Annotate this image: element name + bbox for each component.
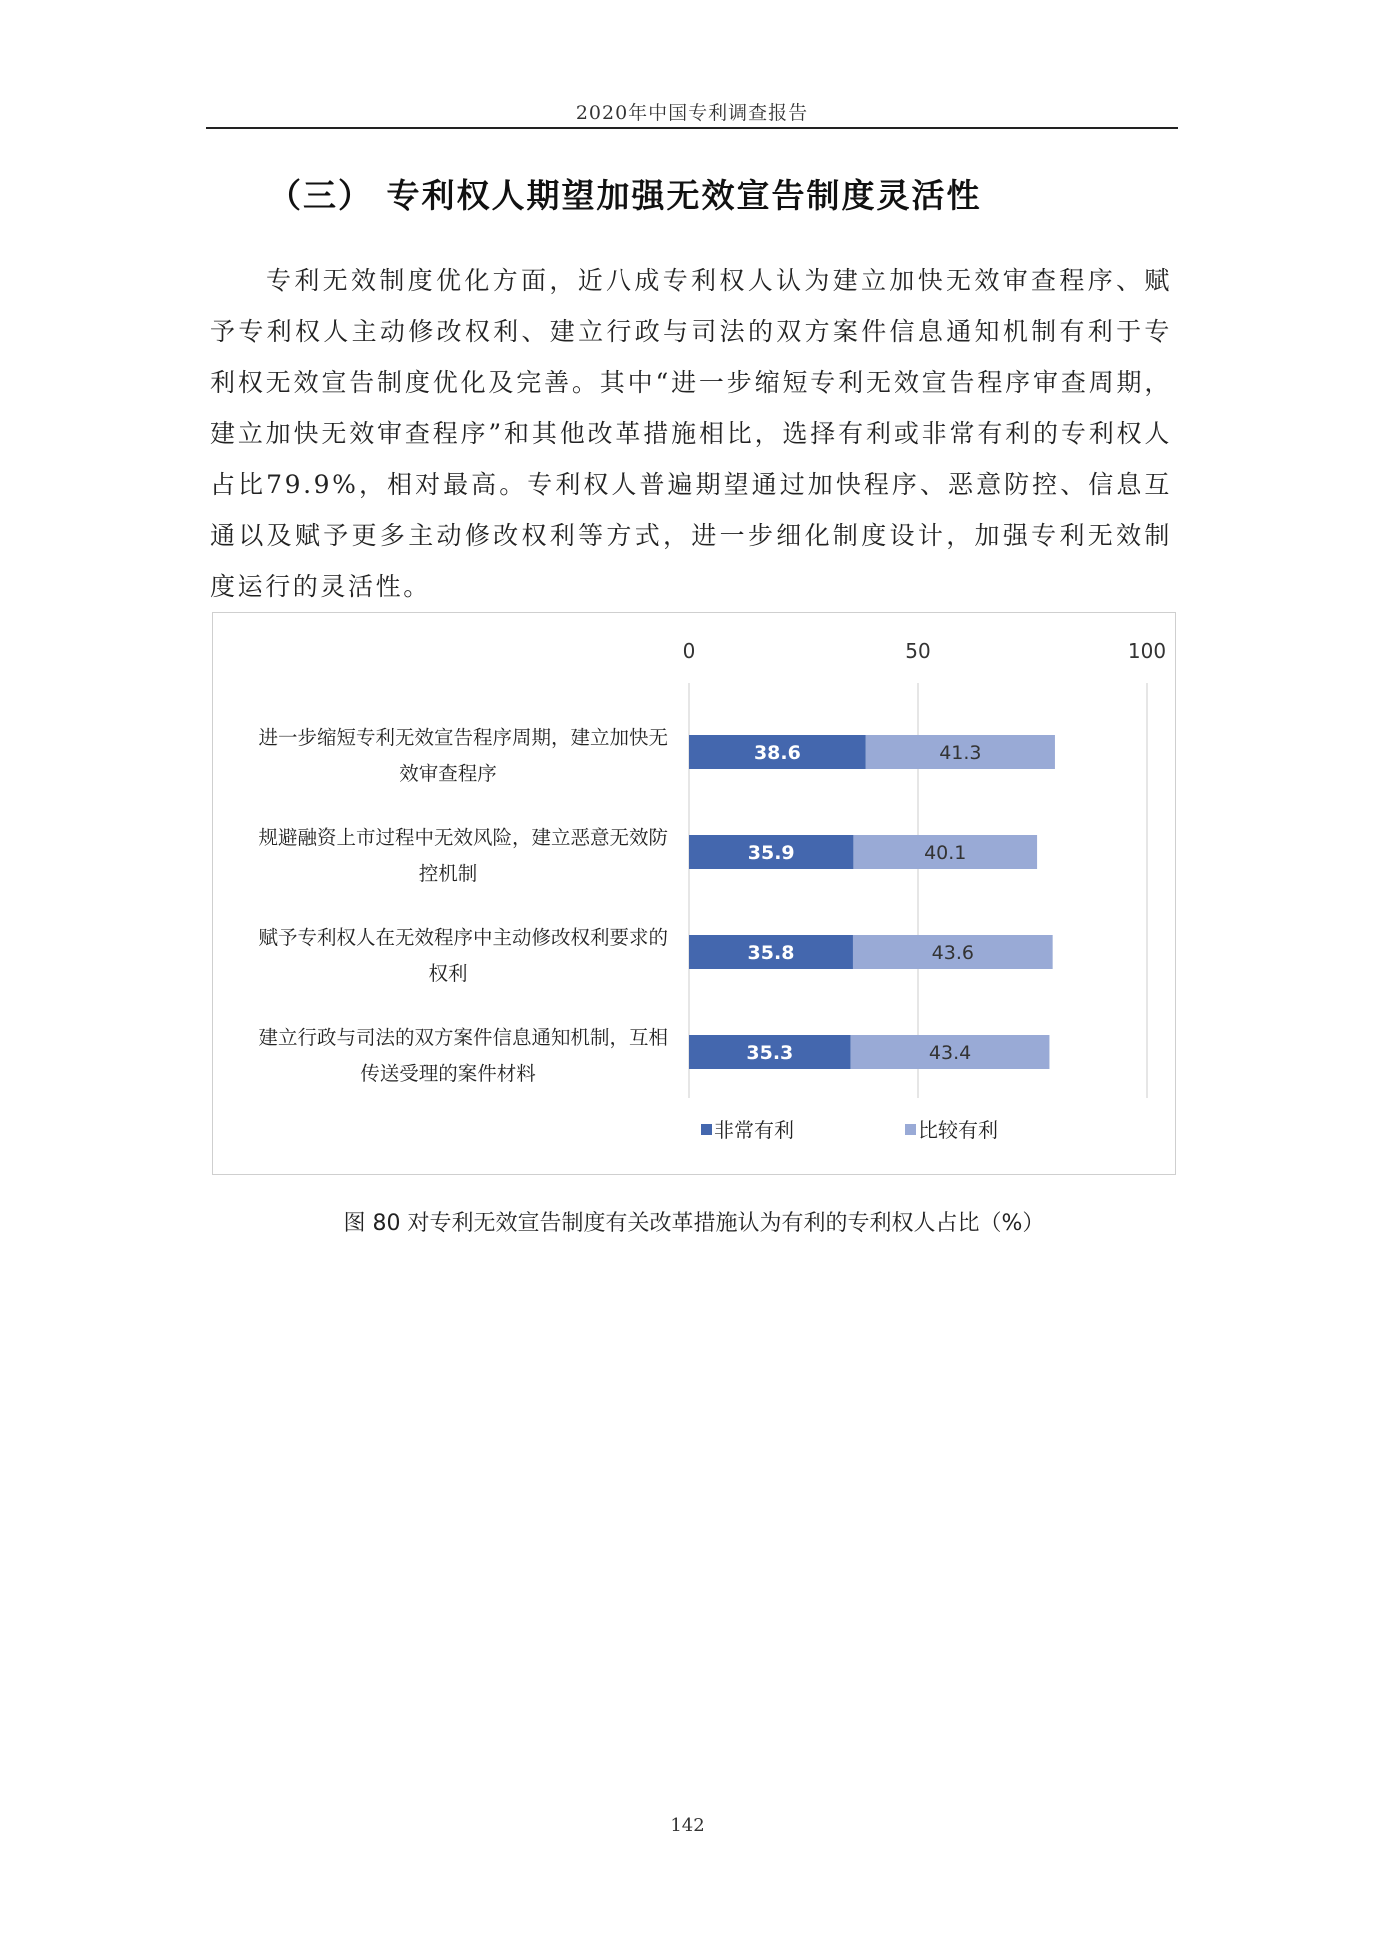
section-title: （三） 专利权人期望加强无效宣告制度灵活性 — [268, 176, 982, 215]
data-label: 35.8 — [747, 942, 795, 964]
chart-frame — [212, 612, 1176, 1175]
category-label-continued: 控机制 — [418, 862, 478, 885]
category-label-continued: 权利 — [428, 962, 468, 985]
x-tick-label: 0 — [682, 639, 696, 663]
category-label-continued: 传送受理的案件材料 — [360, 1062, 536, 1085]
legend-label: 非常有利 — [714, 1118, 794, 1142]
page-number: 142 — [670, 1815, 705, 1836]
header-rule — [206, 127, 1178, 129]
legend-swatch — [701, 1124, 712, 1135]
stacked-bar-chart — [213, 613, 1175, 1174]
category-label: 进一步缩短专利无效宣告程序周期，建立加快无 — [258, 726, 668, 749]
category-label: 建立行政与司法的双方案件信息通知机制，互相 — [258, 1026, 668, 1049]
category-label-continued: 效审查程序 — [399, 762, 497, 785]
data-label: 43.6 — [931, 942, 974, 964]
data-label: 35.9 — [747, 842, 795, 864]
body-paragraph: 专利无效制度优化方面，近八成专利权人认为建立加快无效审查程序、赋予专利权人主动修改权利、建立行政与司法的双方案件信息通知机制有利于专利权无效宣告制度优化及完善。其中“进一步缩短专利无效宣告程序审查周期，建立加快无效审查程序”和其他改革措施相比，选择有利或非常有利的专利权人占比79.9%，相对最高。专利权人普遍期望通过加快程序、恶意防控、信息互通以及赋予更多主动修改权利等方式，进一步细化制度设计，加强专利无效制度运行的灵活性。 — [210, 266, 1172, 601]
x-tick-label: 50 — [905, 639, 931, 663]
running-header: 2020年中国专利调查报告 — [575, 102, 809, 124]
category-label: 赋予专利权人在无效程序中主动修改权利要求的 — [258, 926, 668, 949]
figure-caption: 图 80 对专利无效宣告制度有关改革措施认为有利的专利权人占比（%） — [343, 1211, 1045, 1236]
data-label: 43.4 — [928, 1042, 972, 1064]
data-label: 40.1 — [924, 842, 967, 864]
legend-label: 比较有利 — [918, 1118, 998, 1142]
x-tick-label: 100 — [1127, 639, 1167, 663]
category-label: 规避融资上市过程中无效风险，建立恶意无效防 — [258, 826, 668, 849]
data-label: 38.6 — [753, 742, 801, 764]
data-label: 41.3 — [939, 742, 982, 764]
legend-swatch — [905, 1124, 916, 1135]
data-label: 35.3 — [746, 1042, 794, 1064]
